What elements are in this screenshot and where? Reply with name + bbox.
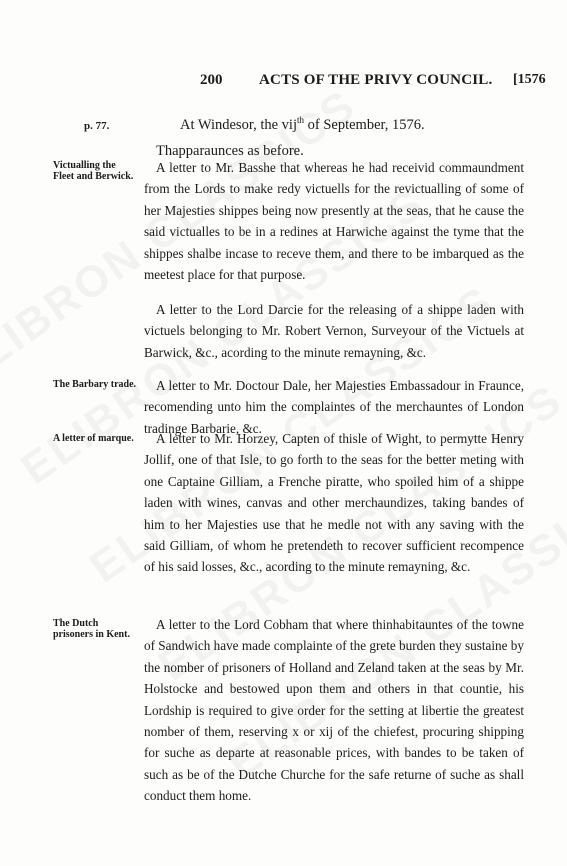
paragraph-cobham: A letter to the Lord Cobham that where thinhabitauntes of the towne of Sandwich have made complainte of the grete burden they sustaine by the nomber of prisoners of Holland and Zeland taken at the seas by Mr. Holstocke and bestowed upon them and others in that countie, his Lordship is required to give order for the setting at libertie the greatest nomber of them, reserving x or xij of the chiefest, procuring shipping for suche as departe at reasonable prices, with bandes to be taken of such as be of the Dutche Churche for the safe returne of suche as shall conduct them home. (144, 617, 524, 804)
paragraph-basshe: A letter to Mr. Basshe that whereas he had receivid commaundment from the Lords to make redy victuells for the revictualling of some of her Majesties shippes being now presently at the seas, that he cause the said victualles to be in a redines at Harwiche against the tyme that the shippes shalbe incase to receve them, and there to be imbarqued as the meetest place for that purpose. (144, 160, 524, 283)
running-header (0, 72, 567, 94)
margin-note-barbary: The Barbary trade. (53, 379, 137, 390)
margin-note-dutch: The Dutch prisoners in Kent. (53, 618, 130, 640)
margin-note-marque: A letter of marque. (53, 433, 134, 444)
margin-note-victualling: Victualling the Fleet and Berwick. (53, 160, 134, 182)
paragraph-horzey: A letter to Mr. Horzey, Capten of thisle of Wight, to permytte Henry Jollif, one of that Isle, to go forth to the seas for the better meting with one Captaine Gilliam, a Frenche piratte, who spoiled him of a shippe laden with wines, canvas and other merchaundizes, taking bandes of him to her Majesties use that he medle not with any saving with the said Gilliam, of whom he pretendeth to recover sufficient recompence of his said losses, &c., acording to the minute remayning, &c. (144, 431, 524, 575)
page-number: 200 (200, 72, 223, 88)
header-year: [1576 (513, 72, 546, 87)
paragraph-dale: A letter to Mr. Doctour Dale, her Majesties Embassadour in Fraunce, recomending unto him the complaintes of the merchauntes of London tradinge Barbarie, &c. (144, 378, 524, 436)
dateline-text: of September, 1576. (304, 116, 425, 133)
dateline-text: At Windesor, the vij (180, 116, 297, 133)
paragraph-darcie: A letter to the Lord Darcie for the releasing of a shippe laden with victuels belonging to Mr. Robert Vernon, Surveyour of the Victuels at Barwick, &c., acording to the minute remayning, &c. (144, 302, 524, 360)
session-dateline (180, 115, 425, 134)
original-page-reference: p. 77. (84, 120, 110, 132)
attendance-note: Thapparaunces as before. (156, 143, 304, 159)
dateline-superscript: th (296, 115, 304, 125)
book-title: ACTS OF THE PRIVY COUNCIL. (259, 72, 493, 88)
